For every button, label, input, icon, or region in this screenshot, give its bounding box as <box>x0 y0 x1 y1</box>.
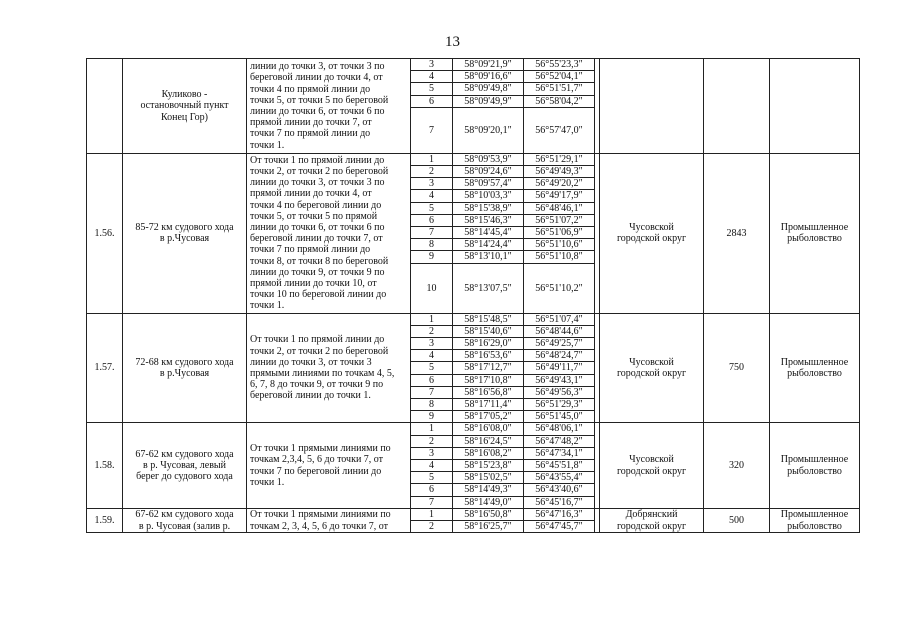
boundary-description <box>247 508 411 532</box>
longitude <box>524 153 595 165</box>
latitude-text: 58°09'49,8" <box>464 83 512 95</box>
latitude-text: 58°14'24,4" <box>464 239 512 251</box>
point-number <box>411 484 453 496</box>
point-number <box>411 411 453 423</box>
point-number <box>411 447 453 459</box>
latitude-text: 58°17'10,8" <box>464 374 512 386</box>
point-number-text: 2 <box>429 325 434 337</box>
area-value <box>704 59 770 154</box>
latitude-text: 58°16'08,2" <box>464 447 512 459</box>
point-number-text: 5 <box>429 202 434 214</box>
longitude <box>524 374 595 386</box>
latitude-text: 58°14'45,4" <box>464 227 512 239</box>
point-number <box>411 71 453 83</box>
row-number <box>87 313 123 423</box>
row-number-text: 1.58. <box>94 460 115 472</box>
latitude-text: 58°17'11,4" <box>464 399 512 411</box>
latitude-text: 58°16'25,7" <box>464 521 512 533</box>
point-number <box>411 362 453 374</box>
longitude-text: 56°51'07,2" <box>535 214 583 226</box>
location-name <box>123 59 247 154</box>
latitude-text: 58°17'12,7" <box>464 362 512 374</box>
longitude-text: 56°45'16,7" <box>535 496 583 508</box>
latitude <box>453 325 524 337</box>
longitude-text: 56°48'06,1" <box>535 423 583 435</box>
longitude <box>524 71 595 83</box>
longitude-text: 56°51'45,0" <box>535 411 583 423</box>
latitude <box>453 83 524 95</box>
point-number <box>411 350 453 362</box>
longitude <box>524 386 595 398</box>
area-value <box>704 508 770 532</box>
longitude <box>524 107 595 153</box>
municipal-district-text: Чусовской городской округ <box>616 222 687 245</box>
point-number <box>411 153 453 165</box>
longitude-text: 56°48'44,6" <box>535 325 583 337</box>
location-name-text: Куликово - остановочный пункт Конец Гор) <box>140 89 229 123</box>
latitude-text: 58°15'46,3" <box>464 214 512 226</box>
area-value <box>704 313 770 423</box>
longitude-text: 56°49'11,7" <box>535 362 583 374</box>
latitude <box>453 472 524 484</box>
location-name <box>123 313 247 423</box>
point-number <box>411 107 453 153</box>
latitude <box>453 484 524 496</box>
usage-type-text: Промышленное рыболовство <box>780 356 849 380</box>
longitude-text: 56°49'25,7" <box>535 338 583 350</box>
latitude <box>453 239 524 251</box>
usage-type-text: Промышленное рыболовство <box>780 454 849 477</box>
point-number-text: 5 <box>429 83 434 95</box>
area-value-text: 500 <box>729 514 744 526</box>
location-name-text: 85-72 км судового хода в р.Чусовая <box>135 222 234 245</box>
latitude-text: 58°09'16,6" <box>464 71 512 83</box>
longitude-text: 56°51'10,2" <box>535 282 583 294</box>
point-number-text: 7 <box>429 386 434 398</box>
latitude <box>453 435 524 447</box>
boundary-description-text: линии до точки 3, от точки 3 по береговой линии до точки 4, от точки 4 по прямой линии до точки 5, от точки 5 по береговой линии до точки 6, от точки 6 по прямой линии до точки 7, от точки 7 по прямой линии до точки 1. <box>250 61 389 151</box>
point-number-text: 6 <box>429 214 434 226</box>
row-number <box>87 508 123 532</box>
longitude <box>524 508 595 520</box>
latitude <box>453 166 524 178</box>
latitude <box>453 251 524 263</box>
boundary-description-text: От точки 1 по прямой линии до точки 2, от точки 2 по береговой линии до точки 3, от точки 3 по прямой линии до точки 4, от точки 4 по береговой линии до точки 5, от точки 5 по прямой линии до точки 6, от точки 6 по береговой линии до точки 7, от точки 7 по прямой линии до точки 8, от точки 8 по береговой линии до точки 9, от точки 9 по прямой линии до точки 10, от точки 10 по береговой линии до точки 1. <box>250 154 389 312</box>
boundary-description <box>247 423 411 508</box>
latitude <box>453 521 524 533</box>
boundary-description <box>247 153 411 313</box>
longitude <box>524 472 595 484</box>
area-value-text: 320 <box>729 460 744 472</box>
point-number <box>411 386 453 398</box>
point-number <box>411 214 453 226</box>
latitude <box>453 447 524 459</box>
point-number <box>411 435 453 447</box>
latitude <box>453 263 524 313</box>
boundary-description-text: От точки 1 прямыми линиями по точкам 2, 3, 4, 5, 6 до точки 7, от <box>250 509 391 532</box>
latitude-text: 58°13'10,1" <box>464 251 512 263</box>
longitude <box>524 227 595 239</box>
table-row <box>87 59 860 71</box>
longitude-text: 56°47'16,3" <box>535 508 583 520</box>
latitude-text: 58°13'07,5" <box>464 282 512 294</box>
row-number-text: 1.59. <box>94 514 115 526</box>
latitude <box>453 59 524 71</box>
longitude <box>524 178 595 190</box>
point-number-text: 8 <box>429 399 434 411</box>
point-number-text: 6 <box>429 95 434 107</box>
longitude-text: 56°47'48,2" <box>535 435 583 447</box>
longitude-text: 56°49'17,9" <box>535 190 583 202</box>
longitude-text: 56°49'49,3" <box>535 166 583 178</box>
point-number-text: 4 <box>429 190 434 202</box>
point-number-text: 6 <box>429 374 434 386</box>
area-value <box>704 153 770 313</box>
longitude-text: 56°45'51,8" <box>535 460 583 472</box>
latitude-text: 58°16'24,5" <box>464 435 512 447</box>
latitude <box>453 423 524 435</box>
longitude <box>524 313 595 325</box>
municipal-district-text: Чусовской городской округ <box>616 356 687 380</box>
point-number-text: 1 <box>429 153 434 165</box>
municipal-district-text: Чусовской городской округ <box>616 454 687 477</box>
longitude-text: 56°57'47,0" <box>535 124 583 136</box>
point-number-text: 3 <box>429 178 434 190</box>
longitude <box>524 423 595 435</box>
latitude <box>453 202 524 214</box>
row-number-text: 1.56. <box>94 227 115 239</box>
latitude-text: 58°16'29,0" <box>464 338 512 350</box>
longitude <box>524 411 595 423</box>
longitude <box>524 83 595 95</box>
longitude <box>524 484 595 496</box>
latitude <box>453 153 524 165</box>
latitude <box>453 227 524 239</box>
latitude-text: 58°09'49,9" <box>464 95 512 107</box>
municipal-district <box>600 313 704 423</box>
longitude <box>524 460 595 472</box>
point-number-text: 3 <box>429 59 434 70</box>
location-name <box>123 423 247 508</box>
point-number-text: 7 <box>429 496 434 508</box>
longitude <box>524 59 595 71</box>
usage-type <box>770 423 860 508</box>
municipal-district <box>600 153 704 313</box>
latitude-text: 58°14'49,3" <box>464 484 512 496</box>
latitude-text: 58°15'48,5" <box>464 313 512 325</box>
usage-type <box>770 313 860 423</box>
area-value-text: 750 <box>729 362 744 374</box>
latitude-text: 58°15'02,5" <box>464 472 512 484</box>
point-number <box>411 399 453 411</box>
latitude-text: 58°15'40,6" <box>464 325 512 337</box>
table-row <box>87 423 860 435</box>
longitude <box>524 190 595 202</box>
longitude-text: 56°47'45,7" <box>535 521 583 533</box>
page-number: 13 <box>445 34 460 50</box>
boundary-description <box>247 59 411 154</box>
longitude-text: 56°55'23,3" <box>535 59 583 70</box>
longitude <box>524 325 595 337</box>
latitude-text: 58°17'05,2" <box>464 411 512 423</box>
point-number-text: 8 <box>429 239 434 251</box>
longitude-text: 56°51'10,6" <box>535 239 583 251</box>
usage-type <box>770 508 860 532</box>
latitude-text: 58°15'23,8" <box>464 460 512 472</box>
latitude-text: 58°16'08,0" <box>464 423 512 435</box>
longitude <box>524 496 595 508</box>
longitude <box>524 399 595 411</box>
point-number-text: 7 <box>429 124 434 136</box>
longitude-text: 56°49'56,3" <box>535 386 583 398</box>
point-number-text: 9 <box>429 411 434 423</box>
point-number-text: 9 <box>429 251 434 263</box>
latitude-text: 58°14'49,0" <box>464 496 512 508</box>
latitude <box>453 496 524 508</box>
point-number <box>411 178 453 190</box>
point-number <box>411 423 453 435</box>
municipal-district <box>600 508 704 532</box>
longitude <box>524 338 595 350</box>
latitude-text: 58°09'20,1" <box>464 124 512 136</box>
longitude-text: 56°49'43,1" <box>535 374 583 386</box>
location-name <box>123 153 247 313</box>
table-body <box>87 59 860 533</box>
boundary-description <box>247 313 411 423</box>
point-number-text: 3 <box>429 338 434 350</box>
latitude <box>453 214 524 226</box>
point-number <box>411 59 453 71</box>
point-number <box>411 313 453 325</box>
row-number-text: 1.57. <box>94 362 115 374</box>
point-number <box>411 202 453 214</box>
point-number <box>411 166 453 178</box>
usage-type-text: Промышленное рыболовство <box>780 222 849 245</box>
longitude <box>524 362 595 374</box>
location-name-text: 67-62 км судового хода в р. Чусовая (залив р. <box>135 509 234 532</box>
point-number <box>411 374 453 386</box>
longitude-text: 56°51'29,1" <box>535 153 583 165</box>
point-number-text: 5 <box>429 362 434 374</box>
point-number-text: 3 <box>429 447 434 459</box>
point-number-text: 5 <box>429 472 434 484</box>
area-value-text: 2843 <box>726 227 747 239</box>
longitude-text: 56°48'24,7" <box>535 350 583 362</box>
usage-type <box>770 59 860 154</box>
latitude-text: 58°15'38,9" <box>464 202 512 214</box>
longitude-text: 56°51'51,7" <box>535 83 583 95</box>
row-number <box>87 423 123 508</box>
point-number <box>411 460 453 472</box>
point-number-text: 1 <box>429 313 434 325</box>
point-number-text: 2 <box>429 166 434 178</box>
municipal-district <box>600 59 704 154</box>
latitude <box>453 190 524 202</box>
longitude-text: 56°51'10,8" <box>535 251 583 263</box>
latitude <box>453 386 524 398</box>
latitude <box>453 460 524 472</box>
point-number <box>411 239 453 251</box>
longitude <box>524 521 595 533</box>
point-number-text: 4 <box>429 460 434 472</box>
latitude <box>453 399 524 411</box>
point-number <box>411 508 453 520</box>
boundary-description-text: От точки 1 по прямой линии до точки 2, от точки 2 по береговой линии до точки 3, от точки 3 прямыми линиями по точкам 4, 5, 6, 7, 8 до точки 9, от точки 9 по береговой линии до точки 1. <box>250 334 395 402</box>
area-value <box>704 423 770 508</box>
point-number <box>411 227 453 239</box>
latitude <box>453 71 524 83</box>
longitude <box>524 95 595 107</box>
longitude-text: 56°49'20,2" <box>535 178 583 190</box>
table-row <box>87 153 860 165</box>
point-number <box>411 251 453 263</box>
latitude <box>453 313 524 325</box>
boundary-description-text: От точки 1 прямыми линиями по точкам 2,3,4, 5, 6 до точки 7, от точки 7 по береговой линии до точки 1. <box>250 443 391 488</box>
point-number <box>411 521 453 533</box>
location-name <box>123 508 247 532</box>
longitude-text: 56°58'04,2" <box>535 95 583 107</box>
point-number <box>411 325 453 337</box>
longitude <box>524 263 595 313</box>
point-number <box>411 95 453 107</box>
longitude-text: 56°51'06,9" <box>535 227 583 239</box>
point-number-text: 7 <box>429 227 434 239</box>
latitude-text: 58°09'53,9" <box>464 153 512 165</box>
row-number <box>87 153 123 313</box>
longitude <box>524 214 595 226</box>
latitude <box>453 178 524 190</box>
longitude <box>524 251 595 263</box>
latitude <box>453 350 524 362</box>
point-number-text: 6 <box>429 484 434 496</box>
point-number <box>411 472 453 484</box>
latitude <box>453 107 524 153</box>
point-number <box>411 338 453 350</box>
municipal-district <box>600 423 704 508</box>
latitude <box>453 338 524 350</box>
longitude-text: 56°51'29,3" <box>535 399 583 411</box>
longitude-text: 56°48'46,1" <box>535 202 583 214</box>
latitude <box>453 362 524 374</box>
point-number-text: 2 <box>429 435 434 447</box>
longitude <box>524 350 595 362</box>
point-number <box>411 263 453 313</box>
latitude <box>453 508 524 520</box>
latitude-text: 58°16'50,8" <box>464 508 512 520</box>
longitude <box>524 239 595 251</box>
longitude-text: 56°52'04,1" <box>535 71 583 83</box>
point-number <box>411 496 453 508</box>
table-row <box>87 508 860 520</box>
row-number <box>87 59 123 154</box>
coordinates-table <box>86 58 860 533</box>
location-name-text: 67-62 км судового хода в р. Чусовая, левый берег до судового хода <box>135 448 234 483</box>
latitude-text: 58°16'56,8" <box>464 386 512 398</box>
latitude-text: 58°09'21,9" <box>464 59 512 70</box>
latitude <box>453 411 524 423</box>
point-number-text: 1 <box>429 508 434 520</box>
latitude-text: 58°10'03,3" <box>464 190 512 202</box>
latitude-text: 58°16'53,6" <box>464 350 512 362</box>
longitude-text: 56°51'07,4" <box>535 313 583 325</box>
point-number-text: 4 <box>429 350 434 362</box>
point-number-text: 1 <box>429 423 434 435</box>
longitude-text: 56°43'55,4" <box>535 472 583 484</box>
longitude <box>524 435 595 447</box>
point-number <box>411 190 453 202</box>
longitude-text: 56°47'34,1" <box>535 447 583 459</box>
longitude <box>524 202 595 214</box>
point-number-text: 4 <box>429 71 434 83</box>
usage-type-text: Промышленное рыболовство <box>780 509 849 532</box>
longitude <box>524 447 595 459</box>
location-name-text: 72-68 км судового хода в р.Чусовая <box>135 356 234 380</box>
point-number-text: 10 <box>426 282 437 294</box>
latitude-text: 58°09'57,4" <box>464 178 512 190</box>
longitude <box>524 166 595 178</box>
municipal-district-text: Добрянский городской округ <box>616 509 687 532</box>
point-number-text: 2 <box>429 521 434 533</box>
longitude-text: 56°43'40,6" <box>535 484 583 496</box>
table-row <box>87 313 860 325</box>
latitude-text: 58°09'24,6" <box>464 166 512 178</box>
latitude <box>453 374 524 386</box>
latitude <box>453 95 524 107</box>
usage-type <box>770 153 860 313</box>
point-number <box>411 83 453 95</box>
